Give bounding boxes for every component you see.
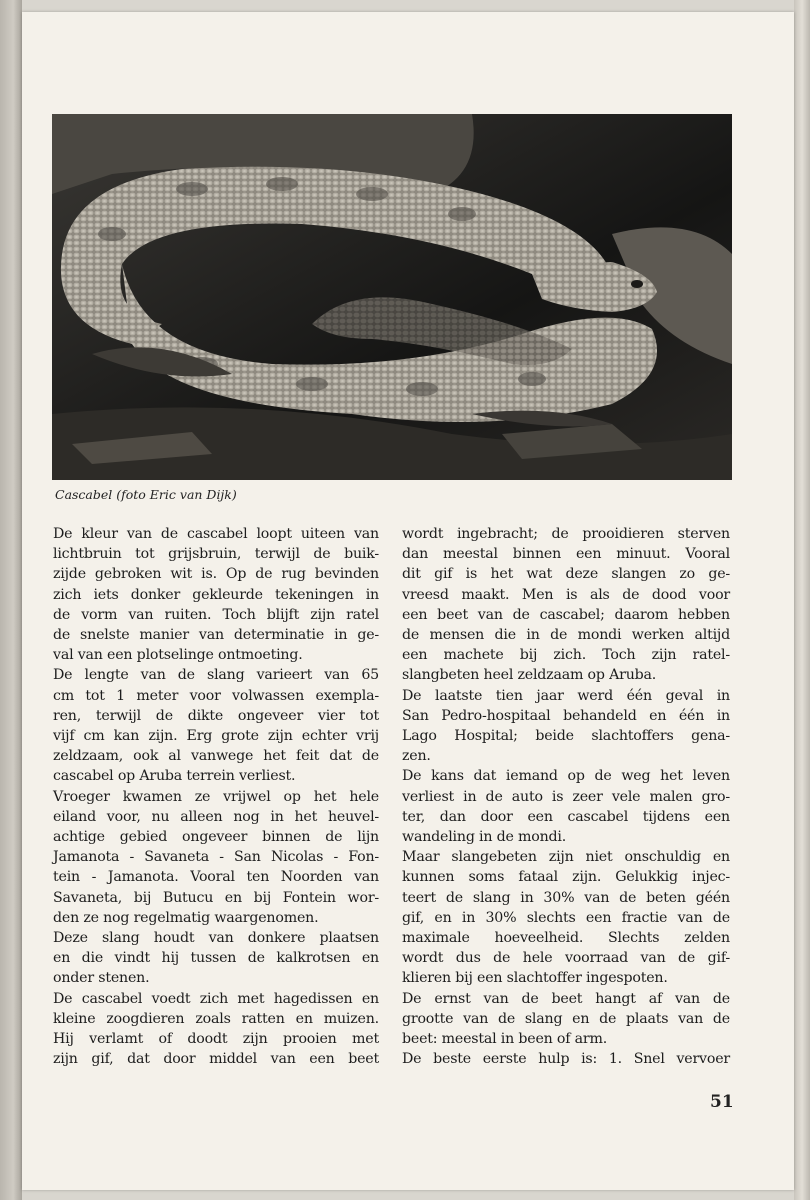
text-line: De lengte van de slang varieert van 65	[53, 667, 379, 684]
text-line: De ernst van de beet hangt af van de	[402, 990, 730, 1007]
text-line: den ze nog regelmatig waargenomen.	[53, 909, 319, 926]
text-line: ter, dan door een cascabel tijdens een	[402, 808, 730, 825]
text-line: de mensen die in de mondi werken altijd	[402, 627, 730, 644]
rattlesnake-image	[52, 114, 732, 480]
text-line: kunnen soms fataal zijn. Gelukkig injec-	[402, 869, 730, 886]
text-line: cascabel op Aruba terrein verliest.	[53, 768, 296, 785]
text-line: zeldzaam, ook al vanwege het feit dat de	[53, 748, 379, 765]
text-column-left	[53, 524, 379, 1069]
text-line: ren, terwijl de dikte ongeveer vier tot	[53, 707, 379, 724]
text-line: dan meestal binnen een minuut. Vooral	[402, 546, 730, 563]
text-line: Hij verlamt of doodt zijn prooien met	[53, 1031, 379, 1048]
text-line: lichtbruin tot grijsbruin, terwijl de buik-	[53, 546, 379, 563]
text-line: beet: meestal in been of arm.	[402, 1031, 608, 1048]
text-line: eiland voor, nu alleen nog in het heuvel-	[53, 808, 379, 825]
text-line: De cascabel voedt zich met hagedissen en	[53, 990, 379, 1007]
next-page-edge	[794, 0, 810, 1200]
text-line: wandeling in de mondi.	[402, 829, 567, 846]
text-line: zich iets donker gekleurde tekeningen in	[53, 586, 379, 603]
text-line: Vroeger kwamen ze vrijwel op het hele	[53, 788, 379, 805]
text-line: kleine zoogdieren zoals ratten en muizen.	[53, 1010, 379, 1027]
text-line: Lago Hospital; beide slachtoffers gena-	[402, 728, 730, 745]
text-line: wordt ingebracht; de prooidieren sterven	[402, 526, 730, 542]
text-line: gif, en in 30% slechts een fractie van de	[402, 909, 730, 926]
text-line: Jamanota - Savaneta - San Nicolas - Fon-	[53, 849, 379, 866]
text-line: teert de slang in 30% van de beten géén	[402, 889, 730, 906]
text-line: de snelste manier van determinatie in ge-	[53, 627, 379, 644]
snake-photograph	[52, 114, 732, 480]
text-line: De kleur van de cascabel loopt uiteen van	[53, 526, 379, 542]
text-line: tein - Jamanota. Vooral ten Noorden van	[53, 869, 379, 886]
text-line: wordt dus de hele voorraad van de gif-	[402, 950, 730, 967]
text-line: slangbeten heel zeldzaam op Aruba.	[402, 667, 657, 684]
text-line: zijn gif, dat door middel van een beet	[53, 1051, 379, 1068]
text-line: dit gif is het wat deze slangen zo ge-	[402, 566, 730, 583]
text-line: een machete bij zich. Toch zijn ratel-	[402, 647, 730, 664]
text-line: cm tot 1 meter voor volwassen exempla-	[53, 687, 379, 704]
text-line: val van een plotselinge ontmoeting.	[53, 647, 303, 664]
photo-caption: Cascabel (foto Eric van Dijk)	[55, 487, 237, 502]
text-line: San Pedro-hospitaal behandeld en één in	[402, 707, 730, 724]
page-number: 51	[710, 1092, 734, 1112]
text-line: De laatste tien jaar werd één geval in	[402, 687, 730, 704]
text-line: maximale hoeveelheid. Slechts zelden	[402, 930, 730, 947]
text-line: vijf cm kan zijn. Erg grote zijn echter vrij	[53, 728, 379, 745]
text-line: verliest in de auto is zeer vele malen gro-	[402, 788, 730, 805]
text-line: de vorm van ruiten. Toch blijft zijn ratel	[53, 606, 379, 623]
text-line: Deze slang houdt van donkere plaatsen	[53, 930, 379, 947]
text-line: achtige gebied ongeveer binnen de lijn	[53, 829, 379, 846]
text-line: zen.	[402, 748, 431, 765]
text-line: Maar slangebeten zijn niet onschuldig en	[402, 849, 730, 866]
text-line: vreesd maakt. Men is als de dood voor	[402, 586, 730, 603]
adjacent-page-edge	[0, 0, 22, 1200]
text-line: grootte van de slang en de plaats van de	[402, 1010, 730, 1027]
book-page	[22, 12, 794, 1190]
text-line: zijde gebroken wit is. Op de rug bevinden	[53, 566, 379, 583]
text-column-right	[402, 524, 730, 1069]
text-line: Savaneta, bij Butucu en bij Fontein wor-	[53, 889, 379, 906]
text-line: De beste eerste hulp is: 1. Snel vervoer	[402, 1051, 730, 1068]
text-line: onder stenen.	[53, 970, 150, 987]
text-line: klieren bij een slachtoffer ingespoten.	[402, 970, 668, 987]
text-line: een beet van de cascabel; daarom hebben	[402, 606, 730, 623]
text-line: en die vindt hij tussen de kalkrotsen en	[53, 950, 379, 967]
text-line: De kans dat iemand op de weg het leven	[402, 768, 730, 785]
